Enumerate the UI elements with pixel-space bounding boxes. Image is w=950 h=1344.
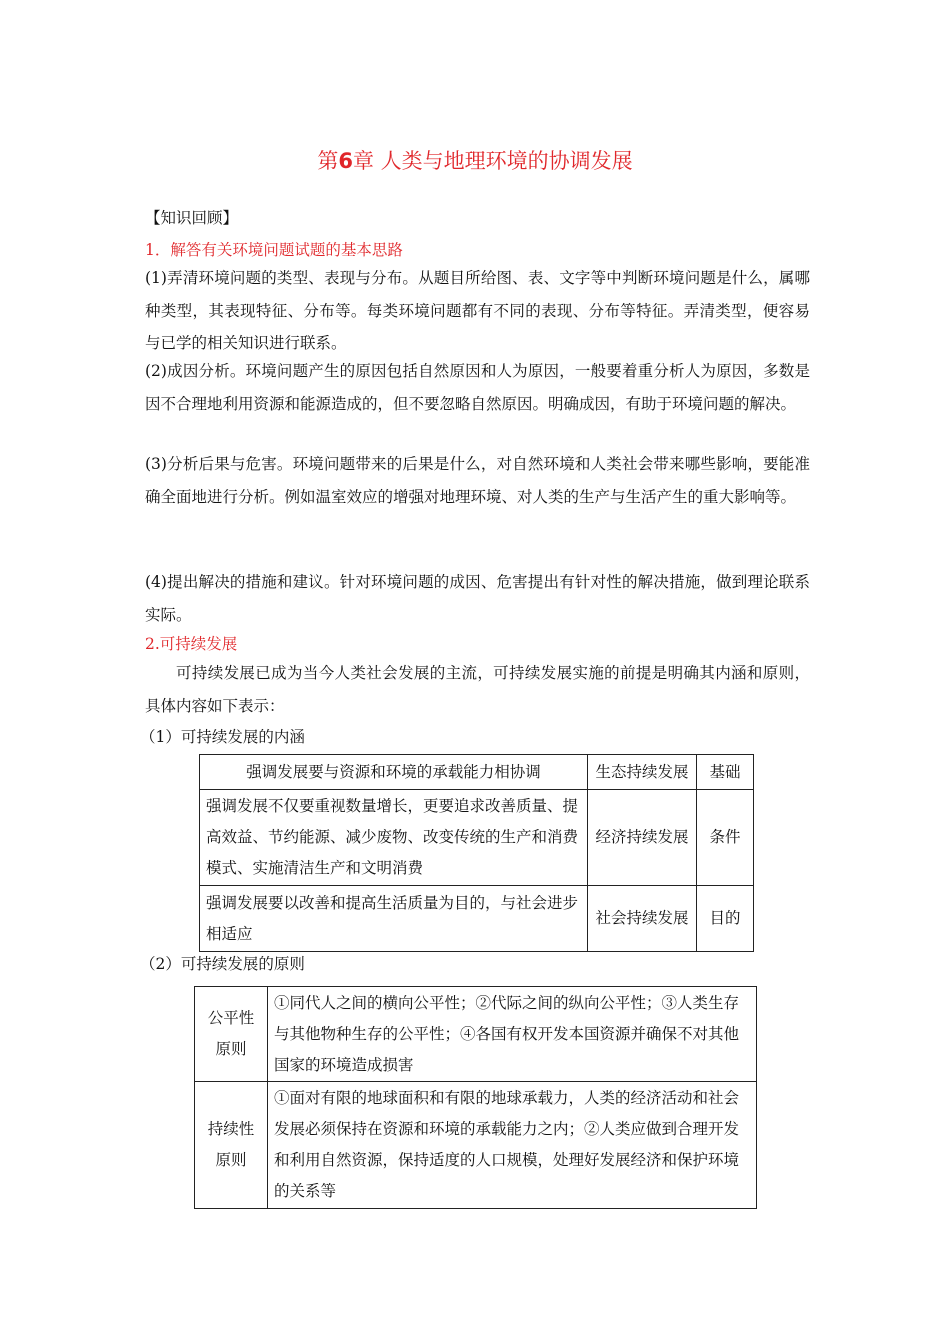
section1-item-2: (2)成因分析。环境问题产生的原因包括自然原因和人为原因，一般要着重分析人为原因，多数是因不合理地利用资源和能源造成的，但不要忽略自然原因。明确成因，有助于环境问题的解决。: [145, 362, 810, 413]
table-row: [200, 790, 754, 886]
principles-table: [194, 986, 757, 1209]
table-row: [195, 1082, 757, 1209]
title-prefix: 第: [317, 149, 339, 173]
review-header: 【知识回顾】: [145, 209, 239, 227]
table-cell-principle: [195, 987, 268, 1082]
section1-item-1: (1)弄清环境问题的类型、表现与分布。从题目所给图、表、文字等中判断环境问题是什么，属哪种类型，其表现特征、分布等。每类环境问题都有不同的表现、分布等特征。弄清类型，便容易与已学的相关知识进行联系。: [145, 269, 810, 352]
table-cell-role: 目的: [697, 886, 754, 952]
sub1-label: （1）可持续发展的内涵: [140, 728, 305, 746]
table-row: [200, 886, 754, 952]
table-row: [200, 755, 754, 790]
principle-name-line2: 原则: [215, 1040, 247, 1058]
principle-name-line1: 公平性: [207, 1009, 255, 1027]
table-cell-desc: 强调发展不仅要重视数量增长，更要追求改善质量、提高效益、节约能源、减少废物、改变传统的生产和消费模式、实施清洁生产和文明消费: [200, 790, 588, 886]
sub2-label: （2）可持续发展的原则: [140, 955, 305, 973]
table-cell-desc: 强调发展要与资源和环境的承载能力相协调: [200, 755, 588, 790]
table-cell-type: 社会持续发展: [588, 886, 697, 952]
connotation-table: [199, 754, 754, 952]
title-chapter-number: 6: [338, 149, 353, 173]
section1-item-4: (4)提出解决的措施和建议。针对环境问题的成因、危害提出有针对性的解决措施，做到理论联系实际。: [145, 573, 810, 624]
section1-heading: 1．解答有关环境问题试题的基本思路: [145, 241, 403, 259]
section2-heading: 2.可持续发展: [145, 635, 238, 653]
table-cell-desc: ①同代人之间的横向公平性；②代际之间的纵向公平性；③人类生存与其他物种生存的公平性；④各国有权开发本国资源并确保不对其他国家的环境造成损害: [268, 987, 757, 1082]
page-title: [0, 145, 950, 175]
table-cell-role: 条件: [697, 790, 754, 886]
table-cell-type: 生态持续发展: [588, 755, 697, 790]
table-cell-type: 经济持续发展: [588, 790, 697, 886]
principle-name-line1: 持续性: [207, 1120, 255, 1138]
table-cell-role: 基础: [697, 755, 754, 790]
table-cell-desc: ①面对有限的地球面积和有限的地球承载力，人类的经济活动和社会发展必须保持在资源和环境的承载能力之内；②人类应做到合理开发和利用自然资源，保持适度的人口规模，处理好发展经济和保护环境的关系等: [268, 1082, 757, 1209]
title-suffix: 章 人类与地理环境的协调发展: [352, 149, 633, 173]
section2-intro: 可持续发展已成为当今人类社会发展的主流，可持续发展实施的前提是明确其内涵和原则，具体内容如下表示：: [145, 664, 810, 715]
principle-name-line2: 原则: [215, 1151, 247, 1169]
section1-item-3: (3)分析后果与危害。环境问题带来的后果是什么，对自然环境和人类社会带来哪些影响，要能准确全面地进行分析。例如温室效应的增强对地理环境、对人类的生产与生活产生的重大影响等。: [145, 455, 810, 506]
table-cell-principle: [195, 1082, 268, 1209]
table-row: [195, 987, 757, 1082]
table-cell-desc: 强调发展要以改善和提高生活质量为目的，与社会进步相适应: [200, 886, 588, 952]
